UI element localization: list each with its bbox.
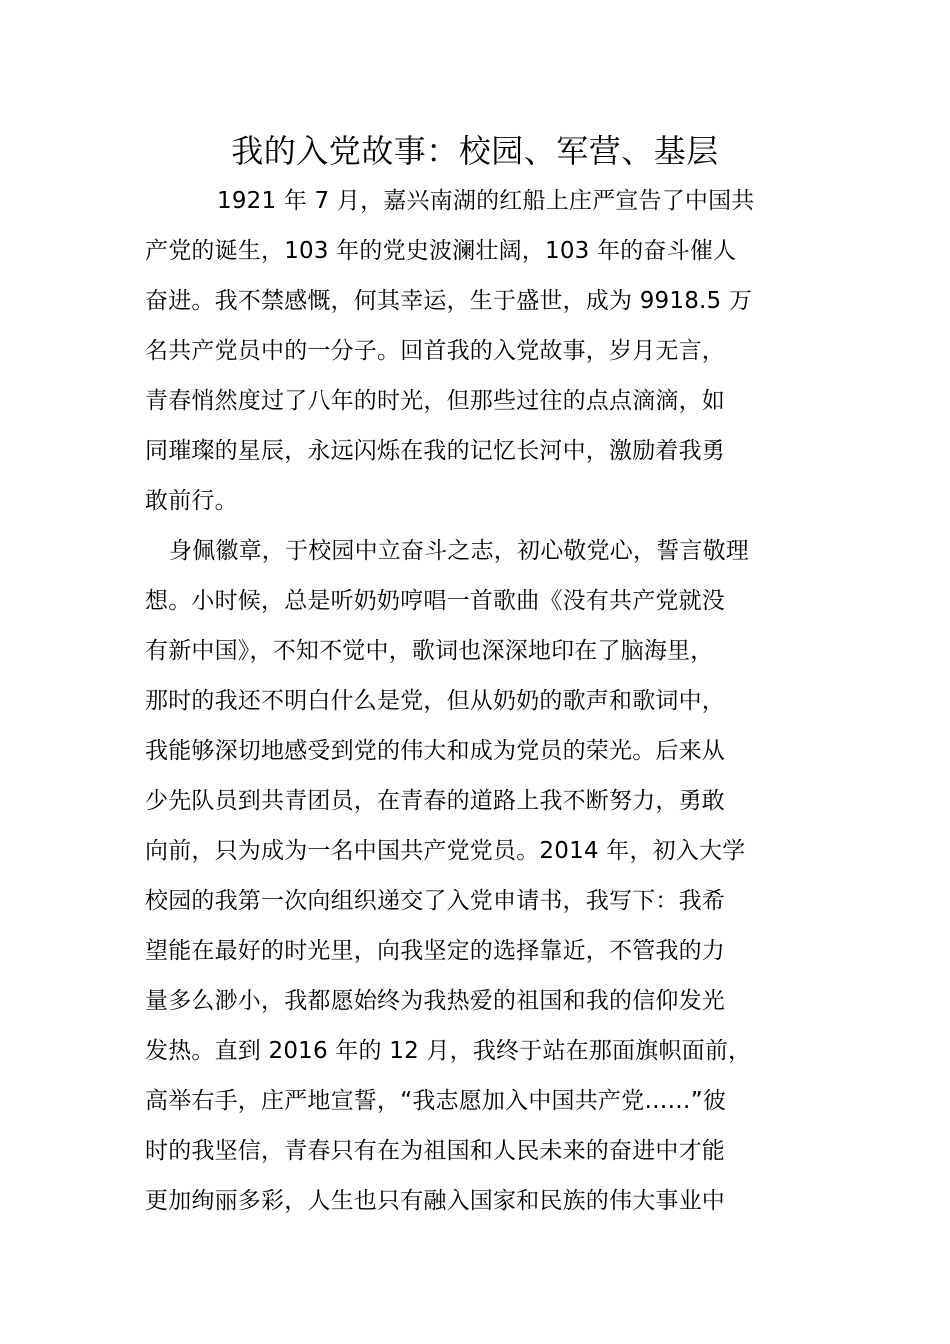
paragraph-line: 我能够深切地感受到党的伟大和成为党员的荣光。后来从 [145,738,725,764]
paragraph-line: 高举右手，庄严地宣誓，“我志愿加入中国共产党……”彼 [145,1088,727,1114]
paragraph-line: 时的我坚信，青春只有在为祖国和人民未来的奋进中才能 [145,1138,725,1164]
paragraph-line: 敢前行。 [145,488,238,514]
paragraph-line: 发热。直到 2016 年的 12 月，我终于站在那面旗帜面前， [145,1038,752,1064]
paragraph-line: 那时的我还不明白什么是党，但从奶奶的歌声和歌词中， [145,688,725,714]
paragraph-line: 1921 年 7 月，嘉兴南湖的红船上庄严宣告了中国共 [217,188,755,214]
paragraph-line: 青春悄然度过了八年的时光，但那些过往的点点滴滴，如 [145,388,725,414]
paragraph-line: 望能在最好的时光里，向我坚定的选择靠近，不管我的力 [145,938,725,964]
paragraph-line: 同璀璨的星辰，永远闪烁在我的记忆长河中，激励着我勇 [145,438,725,464]
paragraph-line: 名共产党员中的一分子。回首我的入党故事，岁月无言， [145,338,725,364]
paragraph-line: 奋进。我不禁感慨，何其幸运，生于盛世，成为 9918.5 万 [145,288,753,314]
paragraph-line: 向前，只为成为一名中国共产党党员。2014 年，初入大学 [145,838,746,864]
paragraph-line: 产党的诞生，103 年的党史波澜壮阔，103 年的奋斗催人 [145,238,737,264]
paragraph-line: 更加绚丽多彩，人生也只有融入国家和民族的伟大事业中 [145,1188,725,1214]
paragraph-line: 身佩徽章，于校园中立奋斗之志，初心敬党心，誓言敬理 [169,538,749,564]
paragraph-line: 有新中国》，不知不觉中，歌词也深深地印在了脑海里， [145,638,714,664]
document-title: 我的入党故事：校园、军营、基层 [231,132,719,170]
paragraph-1 [145,176,810,526]
paragraph-line: 量多么渺小，我都愿始终为我热爱的祖国和我的信仰发光 [145,988,725,1014]
paragraph-line: 校园的我第一次向组织递交了入党申请书，我写下：我希 [145,888,725,914]
paragraph-2 [145,526,810,1226]
paragraph-line: 想。小时候，总是听奶奶哼唱一首歌曲《没有共产党就没 [145,588,725,614]
document-body [145,176,810,1226]
paragraph-line: 少先队员到共青团员，在青春的道路上我不断努力，勇敢 [145,788,725,814]
